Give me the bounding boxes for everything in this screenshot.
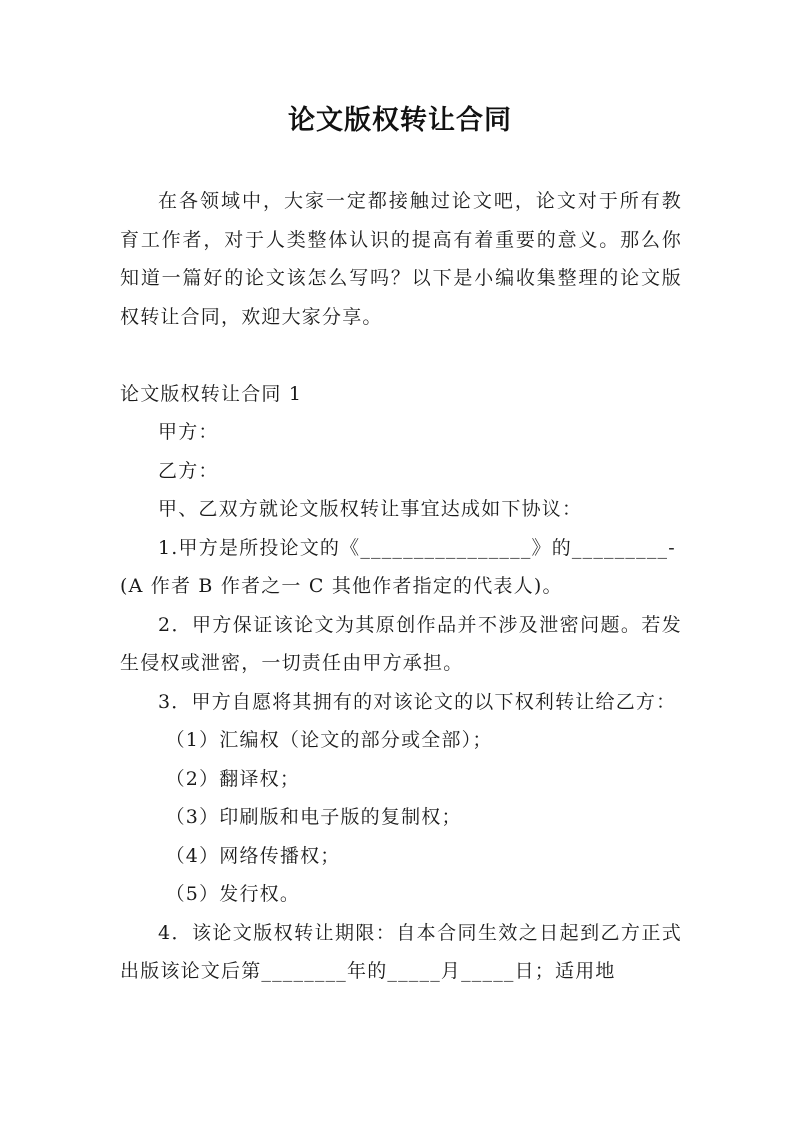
right-item: （4）网络传播权；: [165, 844, 341, 867]
agreement-line: 甲、乙双方就论文版权转让事宜达成如下协议：: [158, 498, 583, 520]
document-body: [120, 182, 682, 991]
right-item: （1）汇编权（论文的部分或全部）；: [165, 729, 493, 751]
right-item: （2）翻译权；: [165, 767, 301, 790]
party-b-line: 乙方：: [158, 459, 219, 482]
party-a-line: 甲方：: [158, 421, 219, 443]
clause-1-line-1: 1.甲方是所投论文的《________________》的_________-: [158, 536, 676, 559]
intro-paragraph: 在各领域中，大家一定都接触过论文吧，论文对于所有教育工作者，对于人类整体认识的提高有着重要的意义。那么你知道一篇好的论文该怎么写吗？以下是小编收集整理的论文版权转让合同，欢迎大家分享。: [120, 190, 682, 328]
clause-2: 2．甲方保证该论文为其原创作品并不涉及泄密问题。若发生侵权或泄密，一切责任由甲方承担。: [120, 613, 682, 674]
document-title: 论文版权转让合同: [288, 105, 512, 136]
clause-4: 4．该论文版权转让期限：自本合同生效之日起到乙方正式出版该论文后第________年的_____月_____日；适用地: [120, 921, 682, 982]
clause-3: 3．甲方自愿将其拥有的对该论文的以下权利转让给乙方：: [158, 690, 677, 713]
clause-1-line-2: (A 作者 B 作者之一 C 其他作者指定的代表人)。: [120, 575, 563, 597]
paragraph-spacer: [120, 336, 682, 375]
section-heading: 论文版权转让合同 1: [120, 382, 303, 405]
right-item: （5）发行权。: [165, 883, 301, 905]
right-item: （3）印刷版和电子版的复制权；: [165, 806, 462, 828]
